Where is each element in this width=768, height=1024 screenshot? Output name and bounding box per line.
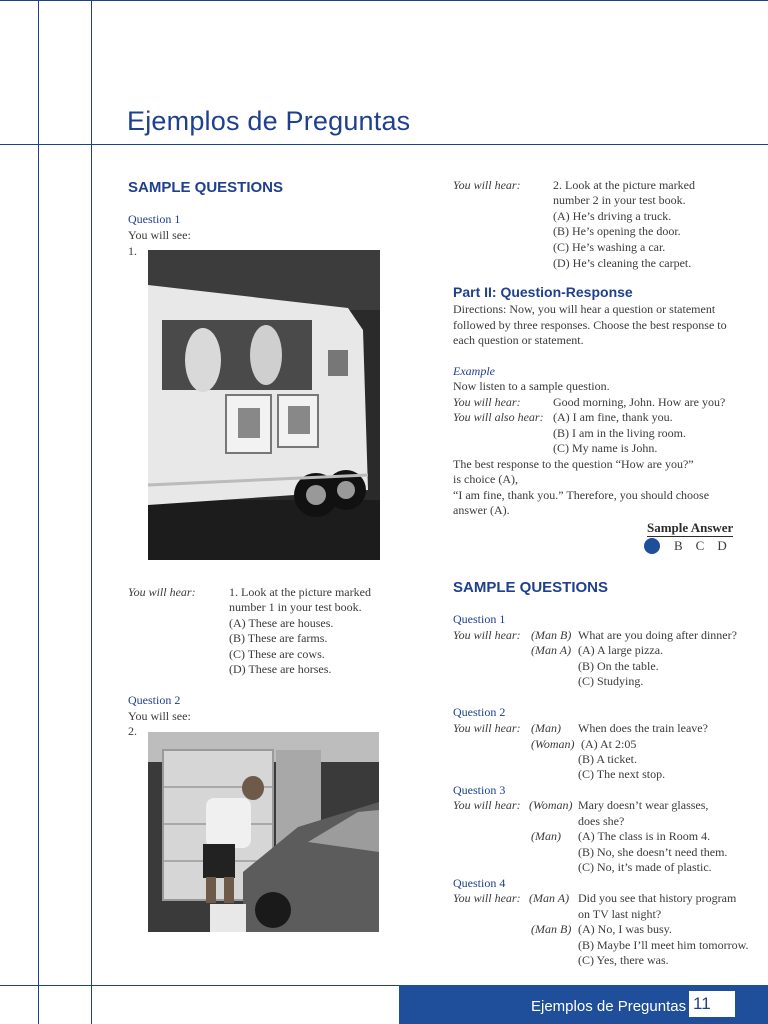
part2-directions-2: followed by three responses. Choose the best response to xyxy=(453,318,727,332)
rq3-text1b: does she? xyxy=(578,814,625,828)
rq4-text1: Did you see that history program xyxy=(578,891,737,905)
part2-example-label: Example xyxy=(453,364,495,378)
car-washing-photo xyxy=(148,732,379,932)
part2-best-2: is choice (A), xyxy=(453,472,518,486)
part2-directions-3: each question or statement. xyxy=(453,333,584,347)
page-number: 11 xyxy=(689,991,735,1017)
rq3-opt3: (C) No, it’s made of plastic. xyxy=(578,860,712,874)
sample-answer-label: Sample Answer xyxy=(647,520,734,535)
left-q2-see: You will see: xyxy=(128,709,191,723)
left-q2-label: Question 2 xyxy=(128,693,181,707)
right-top-line-2: number 2 in your test book. xyxy=(553,193,686,207)
part2-also-1: (A) I am fine, thank you. xyxy=(553,410,673,424)
part2-listen: Now listen to a sample question. xyxy=(453,379,610,393)
right-top-line-1: 2. Look at the picture marked xyxy=(553,178,695,192)
rq1-opt3: (C) Studying. xyxy=(578,674,644,688)
rq4-speaker1: (Man A) xyxy=(529,891,570,905)
left-q2-num: 2. xyxy=(128,724,137,738)
rq1-label: Question 1 xyxy=(453,612,506,626)
horse-trailer-photo xyxy=(148,250,380,560)
part2-also-label: You will also hear: xyxy=(453,410,544,424)
left-q1-see: You will see: xyxy=(128,228,191,242)
part2-hear-label: You will hear: xyxy=(453,395,521,409)
rq1-speaker1: (Man B) xyxy=(531,628,572,642)
right-sample-heading: SAMPLE QUESTIONS xyxy=(453,579,609,596)
left-q1-num: 1. xyxy=(128,244,137,258)
rq4-speaker2: (Man B) xyxy=(531,922,572,936)
rq3-opt2: (B) No, she doesn’t need them. xyxy=(578,845,728,859)
rq3-hear: You will hear: xyxy=(453,798,521,812)
right-top-line-6: (D) He’s cleaning the carpet. xyxy=(553,256,692,270)
rq1-speaker2: (Man A) xyxy=(531,643,572,657)
part2-hear-text: Good morning, John. How are you? xyxy=(553,395,726,409)
rq4-label: Question 4 xyxy=(453,876,506,890)
rq4-hear: You will hear: xyxy=(453,891,521,905)
right-top-line-3: (A) He’s driving a truck. xyxy=(553,209,672,223)
rq2-text1: When does the train leave? xyxy=(578,721,708,735)
rq1-opt1: (A) A large pizza. xyxy=(578,643,664,657)
rq1-opt2: (B) On the table. xyxy=(578,659,659,673)
frame-line-inner xyxy=(91,0,92,1024)
footer-title: Ejemplos de Preguntas xyxy=(531,998,687,1015)
rq2-opt2: (B) A ticket. xyxy=(578,752,637,766)
rq3-speaker1: (Woman) xyxy=(529,798,573,812)
page-title: Ejemplos de Preguntas xyxy=(127,106,411,136)
car-washing-illustration xyxy=(148,732,379,932)
rq4-opt1: (A) No, I was busy. xyxy=(578,922,672,936)
left-q1-hear-line-5: (C) These are cows. xyxy=(229,647,325,661)
rq4-opt2: (B) Maybe I’ll meet him tomorrow. xyxy=(578,938,749,952)
right-top-line-5: (C) He’s washing a car. xyxy=(553,240,666,254)
rq3-speaker2: (Man) xyxy=(531,829,561,843)
part2-directions-1: Directions: Now, you will hear a question or statement xyxy=(453,302,716,316)
left-q1-hear-line-4: (B) These are farms. xyxy=(229,631,328,645)
rq3-opt1: (A) The class is in Room 4. xyxy=(578,829,711,843)
rq3-label: Question 3 xyxy=(453,783,506,797)
rq2-opt1: (A) At 2:05 xyxy=(581,737,637,751)
rq2-speaker2: (Woman) xyxy=(531,737,575,751)
part2-best-1: The best response to the question “How are you?” xyxy=(453,457,694,471)
rq2-speaker1: (Man) xyxy=(531,721,561,735)
left-q1-hear-line-1: 1. Look at the picture marked xyxy=(229,585,371,599)
left-q1-hear-line-6: (D) These are horses. xyxy=(229,662,332,676)
right-top-hear-label: You will hear: xyxy=(453,178,521,192)
rq2-hear: You will hear: xyxy=(453,721,521,735)
left-q1-hear-line-2: number 1 in your test book. xyxy=(229,600,362,614)
left-heading: SAMPLE QUESTIONS xyxy=(128,179,284,196)
rq1-text1: What are you doing after dinner? xyxy=(578,628,737,642)
left-q1-hear-line-3: (A) These are houses. xyxy=(229,616,334,630)
rq4-text1b: on TV last night? xyxy=(578,907,662,921)
rq1-hear: You will hear: xyxy=(453,628,521,642)
horse-trailer-illustration xyxy=(148,250,380,560)
rq4-opt3: (C) Yes, there was. xyxy=(578,953,669,967)
frame-line-left xyxy=(38,0,39,1024)
part2-also-2: (B) I am in the living room. xyxy=(553,426,686,440)
part2-also-3: (C) My name is John. xyxy=(553,441,658,455)
left-q1-hear-label: You will hear: xyxy=(128,585,196,599)
rq2-label: Question 2 xyxy=(453,705,506,719)
part2-best-4: answer (A). xyxy=(453,503,510,517)
right-top-line-4: (B) He’s opening the door. xyxy=(553,224,681,238)
part2-best-3: “I am fine, thank you.” Therefore, you should choose xyxy=(453,488,710,502)
answer-letters: B C D xyxy=(674,538,727,553)
frame-line-top xyxy=(0,0,768,1)
answer-a-filled-bubble xyxy=(644,538,660,554)
left-q1-label: Question 1 xyxy=(128,212,181,226)
frame-line-title xyxy=(0,144,768,145)
rq3-text1: Mary doesn’t wear glasses, xyxy=(578,798,709,812)
part2-heading: Part II: Question-Response xyxy=(453,284,633,300)
rq2-opt3: (C) The next stop. xyxy=(578,767,666,781)
